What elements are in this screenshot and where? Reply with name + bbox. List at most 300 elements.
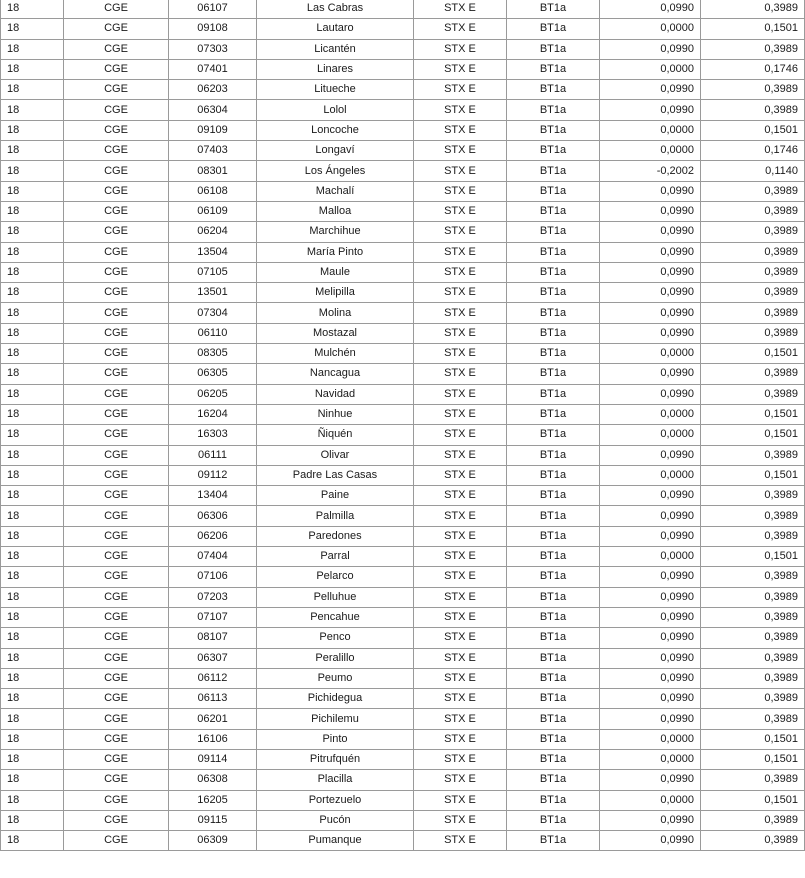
value-a-cell: 0,0990	[600, 526, 701, 546]
value-b-cell: 0,3989	[701, 506, 805, 526]
commune-name-cell: Pumanque	[257, 831, 414, 851]
table-row	[1, 283, 805, 303]
system-cell: STX E	[414, 831, 507, 851]
commune-code-cell: 07107	[169, 607, 257, 627]
value-b-cell: 0,3989	[701, 445, 805, 465]
system-cell: STX E	[414, 323, 507, 343]
tariff-cell: BT1a	[507, 709, 600, 729]
tariff-cell: BT1a	[507, 384, 600, 404]
commune-name-cell: Marchihue	[257, 222, 414, 242]
commune-name-cell: Pitrufquén	[257, 749, 414, 769]
commune-name-cell: Paine	[257, 486, 414, 506]
value-a-cell: 0,0990	[600, 80, 701, 100]
table-row	[1, 628, 805, 648]
sector-cell: 18	[1, 486, 64, 506]
sector-cell: 18	[1, 283, 64, 303]
sector-cell: 18	[1, 404, 64, 424]
company-cell: CGE	[64, 384, 169, 404]
tariff-cell: BT1a	[507, 567, 600, 587]
tariff-table-body	[1, 0, 805, 851]
commune-code-cell: 06305	[169, 364, 257, 384]
tariff-cell: BT1a	[507, 587, 600, 607]
sector-cell: 18	[1, 344, 64, 364]
sector-cell: 18	[1, 262, 64, 282]
value-b-cell: 0,3989	[701, 39, 805, 59]
sector-cell: 18	[1, 810, 64, 830]
tariff-cell: BT1a	[507, 283, 600, 303]
value-a-cell: 0,0000	[600, 749, 701, 769]
company-cell: CGE	[64, 425, 169, 445]
company-cell: CGE	[64, 201, 169, 221]
company-cell: CGE	[64, 831, 169, 851]
system-cell: STX E	[414, 283, 507, 303]
company-cell: CGE	[64, 80, 169, 100]
company-cell: CGE	[64, 19, 169, 39]
value-b-cell: 0,3989	[701, 262, 805, 282]
value-b-cell: 0,3989	[701, 222, 805, 242]
sector-cell: 18	[1, 607, 64, 627]
tariff-cell: BT1a	[507, 242, 600, 262]
commune-code-cell: 06306	[169, 506, 257, 526]
value-a-cell: 0,0990	[600, 39, 701, 59]
table-row	[1, 384, 805, 404]
system-cell: STX E	[414, 506, 507, 526]
company-cell: CGE	[64, 729, 169, 749]
company-cell: CGE	[64, 445, 169, 465]
value-b-cell: 0,3989	[701, 181, 805, 201]
sector-cell: 18	[1, 790, 64, 810]
tariff-cell: BT1a	[507, 526, 600, 546]
system-cell: STX E	[414, 648, 507, 668]
company-cell: CGE	[64, 628, 169, 648]
table-row	[1, 547, 805, 567]
tariff-cell: BT1a	[507, 790, 600, 810]
commune-name-cell: Parral	[257, 547, 414, 567]
value-b-cell: 0,1746	[701, 59, 805, 79]
table-row	[1, 587, 805, 607]
commune-name-cell: Lautaro	[257, 19, 414, 39]
tariff-cell: BT1a	[507, 303, 600, 323]
commune-code-cell: 07304	[169, 303, 257, 323]
table-row	[1, 19, 805, 39]
tariff-cell: BT1a	[507, 486, 600, 506]
commune-code-cell: 07403	[169, 141, 257, 161]
table-row	[1, 303, 805, 323]
system-cell: STX E	[414, 344, 507, 364]
sector-cell: 18	[1, 506, 64, 526]
system-cell: STX E	[414, 547, 507, 567]
commune-name-cell: Pichidegua	[257, 689, 414, 709]
commune-code-cell: 07105	[169, 262, 257, 282]
tariff-cell: BT1a	[507, 668, 600, 688]
system-cell: STX E	[414, 19, 507, 39]
table-row	[1, 364, 805, 384]
sector-cell: 18	[1, 567, 64, 587]
sector-cell: 18	[1, 384, 64, 404]
commune-code-cell: 06109	[169, 201, 257, 221]
company-cell: CGE	[64, 709, 169, 729]
commune-name-cell: Maule	[257, 262, 414, 282]
sector-cell: 18	[1, 628, 64, 648]
company-cell: CGE	[64, 607, 169, 627]
company-cell: CGE	[64, 689, 169, 709]
system-cell: STX E	[414, 749, 507, 769]
commune-name-cell: Melipilla	[257, 283, 414, 303]
table-row	[1, 100, 805, 120]
table-row	[1, 770, 805, 790]
system-cell: STX E	[414, 0, 507, 19]
value-a-cell: 0,0990	[600, 770, 701, 790]
value-b-cell: 0,1501	[701, 465, 805, 485]
system-cell: STX E	[414, 242, 507, 262]
commune-name-cell: Lolol	[257, 100, 414, 120]
company-cell: CGE	[64, 59, 169, 79]
value-b-cell: 0,3989	[701, 0, 805, 19]
commune-name-cell: Loncoche	[257, 120, 414, 140]
tariff-cell: BT1a	[507, 689, 600, 709]
commune-name-cell: Pencahue	[257, 607, 414, 627]
value-b-cell: 0,1501	[701, 344, 805, 364]
commune-code-cell: 06309	[169, 831, 257, 851]
commune-name-cell: María Pinto	[257, 242, 414, 262]
commune-code-cell: 06304	[169, 100, 257, 120]
tariff-cell: BT1a	[507, 80, 600, 100]
system-cell: STX E	[414, 80, 507, 100]
tariff-cell: BT1a	[507, 425, 600, 445]
tariff-cell: BT1a	[507, 648, 600, 668]
commune-name-cell: Pinto	[257, 729, 414, 749]
value-b-cell: 0,3989	[701, 607, 805, 627]
value-b-cell: 0,3989	[701, 80, 805, 100]
table-row	[1, 810, 805, 830]
value-a-cell: 0,0990	[600, 648, 701, 668]
system-cell: STX E	[414, 201, 507, 221]
sector-cell: 18	[1, 587, 64, 607]
system-cell: STX E	[414, 120, 507, 140]
commune-name-cell: Mulchén	[257, 344, 414, 364]
company-cell: CGE	[64, 283, 169, 303]
value-b-cell: 0,3989	[701, 303, 805, 323]
value-b-cell: 0,1501	[701, 19, 805, 39]
system-cell: STX E	[414, 689, 507, 709]
system-cell: STX E	[414, 141, 507, 161]
commune-code-cell: 06108	[169, 181, 257, 201]
tariff-cell: BT1a	[507, 810, 600, 830]
commune-code-cell: 06201	[169, 709, 257, 729]
sector-cell: 18	[1, 120, 64, 140]
system-cell: STX E	[414, 262, 507, 282]
table-row	[1, 425, 805, 445]
tariff-cell: BT1a	[507, 465, 600, 485]
company-cell: CGE	[64, 303, 169, 323]
value-b-cell: 0,3989	[701, 364, 805, 384]
sector-cell: 18	[1, 364, 64, 384]
value-a-cell: 0,0990	[600, 709, 701, 729]
tariff-cell: BT1a	[507, 39, 600, 59]
value-b-cell: 0,3989	[701, 242, 805, 262]
tariff-cell: BT1a	[507, 607, 600, 627]
value-a-cell: 0,0990	[600, 567, 701, 587]
value-a-cell: 0,0000	[600, 425, 701, 445]
system-cell: STX E	[414, 486, 507, 506]
value-b-cell: 0,3989	[701, 587, 805, 607]
company-cell: CGE	[64, 344, 169, 364]
table-row	[1, 709, 805, 729]
company-cell: CGE	[64, 486, 169, 506]
sector-cell: 18	[1, 141, 64, 161]
tariff-cell: BT1a	[507, 181, 600, 201]
commune-name-cell: Penco	[257, 628, 414, 648]
commune-name-cell: Litueche	[257, 80, 414, 100]
company-cell: CGE	[64, 323, 169, 343]
sector-cell: 18	[1, 831, 64, 851]
sector-cell: 18	[1, 303, 64, 323]
table-row	[1, 80, 805, 100]
company-cell: CGE	[64, 526, 169, 546]
commune-name-cell: Peumo	[257, 668, 414, 688]
value-a-cell: 0,0990	[600, 100, 701, 120]
value-b-cell: 0,3989	[701, 628, 805, 648]
value-a-cell: -0,2002	[600, 161, 701, 181]
system-cell: STX E	[414, 628, 507, 648]
commune-name-cell: Ñiquén	[257, 425, 414, 445]
value-a-cell: 0,0990	[600, 689, 701, 709]
sector-cell: 18	[1, 465, 64, 485]
company-cell: CGE	[64, 790, 169, 810]
commune-name-cell: Pelarco	[257, 567, 414, 587]
commune-code-cell: 07401	[169, 59, 257, 79]
sector-cell: 18	[1, 201, 64, 221]
commune-code-cell: 09109	[169, 120, 257, 140]
tariff-cell: BT1a	[507, 141, 600, 161]
company-cell: CGE	[64, 749, 169, 769]
commune-name-cell: Licantén	[257, 39, 414, 59]
commune-code-cell: 06113	[169, 689, 257, 709]
system-cell: STX E	[414, 770, 507, 790]
system-cell: STX E	[414, 59, 507, 79]
system-cell: STX E	[414, 39, 507, 59]
tariff-cell: BT1a	[507, 770, 600, 790]
system-cell: STX E	[414, 668, 507, 688]
system-cell: STX E	[414, 364, 507, 384]
system-cell: STX E	[414, 445, 507, 465]
tariff-cell: BT1a	[507, 222, 600, 242]
sector-cell: 18	[1, 39, 64, 59]
commune-name-cell: Los Ángeles	[257, 161, 414, 181]
table-row	[1, 344, 805, 364]
value-a-cell: 0,0000	[600, 59, 701, 79]
tariff-cell: BT1a	[507, 323, 600, 343]
value-b-cell: 0,3989	[701, 648, 805, 668]
commune-name-cell: Las Cabras	[257, 0, 414, 19]
sector-cell: 18	[1, 770, 64, 790]
system-cell: STX E	[414, 303, 507, 323]
sector-cell: 18	[1, 80, 64, 100]
table-row	[1, 567, 805, 587]
company-cell: CGE	[64, 587, 169, 607]
tariff-cell: BT1a	[507, 0, 600, 19]
table-row	[1, 262, 805, 282]
tariff-cell: BT1a	[507, 547, 600, 567]
tariff-cell: BT1a	[507, 831, 600, 851]
commune-name-cell: Linares	[257, 59, 414, 79]
system-cell: STX E	[414, 161, 507, 181]
system-cell: STX E	[414, 384, 507, 404]
value-a-cell: 0,0990	[600, 201, 701, 221]
table-row	[1, 323, 805, 343]
commune-name-cell: Machalí	[257, 181, 414, 201]
commune-code-cell: 06204	[169, 222, 257, 242]
commune-code-cell: 06308	[169, 770, 257, 790]
commune-name-cell: Olivar	[257, 445, 414, 465]
commune-code-cell: 07404	[169, 547, 257, 567]
value-b-cell: 0,1140	[701, 161, 805, 181]
value-b-cell: 0,1746	[701, 141, 805, 161]
table-row	[1, 59, 805, 79]
system-cell: STX E	[414, 100, 507, 120]
commune-name-cell: Pichilemu	[257, 709, 414, 729]
company-cell: CGE	[64, 181, 169, 201]
system-cell: STX E	[414, 222, 507, 242]
sector-cell: 18	[1, 161, 64, 181]
table-row	[1, 526, 805, 546]
tariff-cell: BT1a	[507, 120, 600, 140]
commune-code-cell: 08301	[169, 161, 257, 181]
table-row	[1, 120, 805, 140]
tariff-cell: BT1a	[507, 729, 600, 749]
commune-code-cell: 07303	[169, 39, 257, 59]
system-cell: STX E	[414, 790, 507, 810]
sector-cell: 18	[1, 668, 64, 688]
company-cell: CGE	[64, 404, 169, 424]
system-cell: STX E	[414, 587, 507, 607]
company-cell: CGE	[64, 39, 169, 59]
value-a-cell: 0,0990	[600, 607, 701, 627]
value-a-cell: 0,0990	[600, 262, 701, 282]
table-row	[1, 486, 805, 506]
table-row	[1, 39, 805, 59]
table-row	[1, 648, 805, 668]
tariff-cell: BT1a	[507, 404, 600, 424]
table-row	[1, 141, 805, 161]
sector-cell: 18	[1, 59, 64, 79]
tariff-cell: BT1a	[507, 161, 600, 181]
table-row	[1, 790, 805, 810]
system-cell: STX E	[414, 425, 507, 445]
value-a-cell: 0,0000	[600, 729, 701, 749]
tariff-cell: BT1a	[507, 262, 600, 282]
company-cell: CGE	[64, 810, 169, 830]
company-cell: CGE	[64, 364, 169, 384]
commune-code-cell: 09108	[169, 19, 257, 39]
commune-code-cell: 13501	[169, 283, 257, 303]
value-b-cell: 0,3989	[701, 567, 805, 587]
commune-code-cell: 07106	[169, 567, 257, 587]
commune-name-cell: Portezuelo	[257, 790, 414, 810]
value-b-cell: 0,1501	[701, 120, 805, 140]
value-b-cell: 0,3989	[701, 770, 805, 790]
value-a-cell: 0,0000	[600, 790, 701, 810]
table-row	[1, 749, 805, 769]
value-b-cell: 0,3989	[701, 283, 805, 303]
commune-code-cell: 06307	[169, 648, 257, 668]
company-cell: CGE	[64, 100, 169, 120]
value-a-cell: 0,0990	[600, 506, 701, 526]
table-row	[1, 465, 805, 485]
system-cell: STX E	[414, 465, 507, 485]
value-b-cell: 0,3989	[701, 810, 805, 830]
company-cell: CGE	[64, 547, 169, 567]
commune-code-cell: 09115	[169, 810, 257, 830]
value-b-cell: 0,3989	[701, 100, 805, 120]
tariff-cell: BT1a	[507, 59, 600, 79]
company-cell: CGE	[64, 465, 169, 485]
commune-name-cell: Palmilla	[257, 506, 414, 526]
company-cell: CGE	[64, 668, 169, 688]
commune-name-cell: Pelluhue	[257, 587, 414, 607]
value-b-cell: 0,3989	[701, 526, 805, 546]
table-row	[1, 445, 805, 465]
value-a-cell: 0,0990	[600, 0, 701, 19]
value-b-cell: 0,1501	[701, 404, 805, 424]
table-row	[1, 0, 805, 19]
value-b-cell: 0,3989	[701, 831, 805, 851]
company-cell: CGE	[64, 222, 169, 242]
sector-cell: 18	[1, 689, 64, 709]
value-b-cell: 0,1501	[701, 547, 805, 567]
tariff-cell: BT1a	[507, 628, 600, 648]
commune-code-cell: 07203	[169, 587, 257, 607]
commune-code-cell: 06205	[169, 384, 257, 404]
commune-name-cell: Molina	[257, 303, 414, 323]
sector-cell: 18	[1, 19, 64, 39]
commune-code-cell: 06111	[169, 445, 257, 465]
tariff-cell: BT1a	[507, 445, 600, 465]
sector-cell: 18	[1, 0, 64, 19]
table-row	[1, 222, 805, 242]
value-a-cell: 0,0990	[600, 323, 701, 343]
tariff-cell: BT1a	[507, 201, 600, 221]
tariff-cell: BT1a	[507, 749, 600, 769]
value-a-cell: 0,0990	[600, 668, 701, 688]
tariff-cell: BT1a	[507, 19, 600, 39]
commune-name-cell: Padre Las Casas	[257, 465, 414, 485]
value-a-cell: 0,0990	[600, 831, 701, 851]
value-a-cell: 0,0000	[600, 120, 701, 140]
system-cell: STX E	[414, 404, 507, 424]
tariff-cell: BT1a	[507, 364, 600, 384]
commune-name-cell: Nancagua	[257, 364, 414, 384]
commune-code-cell: 13504	[169, 242, 257, 262]
value-a-cell: 0,0000	[600, 344, 701, 364]
value-a-cell: 0,0990	[600, 587, 701, 607]
company-cell: CGE	[64, 242, 169, 262]
sector-cell: 18	[1, 242, 64, 262]
table-row	[1, 181, 805, 201]
value-a-cell: 0,0990	[600, 222, 701, 242]
commune-code-cell: 06203	[169, 80, 257, 100]
commune-code-cell: 06206	[169, 526, 257, 546]
value-b-cell: 0,3989	[701, 486, 805, 506]
commune-name-cell: Pucón	[257, 810, 414, 830]
system-cell: STX E	[414, 567, 507, 587]
commune-code-cell: 13404	[169, 486, 257, 506]
company-cell: CGE	[64, 770, 169, 790]
commune-code-cell: 09112	[169, 465, 257, 485]
value-b-cell: 0,1501	[701, 729, 805, 749]
commune-name-cell: Mostazal	[257, 323, 414, 343]
sector-cell: 18	[1, 648, 64, 668]
